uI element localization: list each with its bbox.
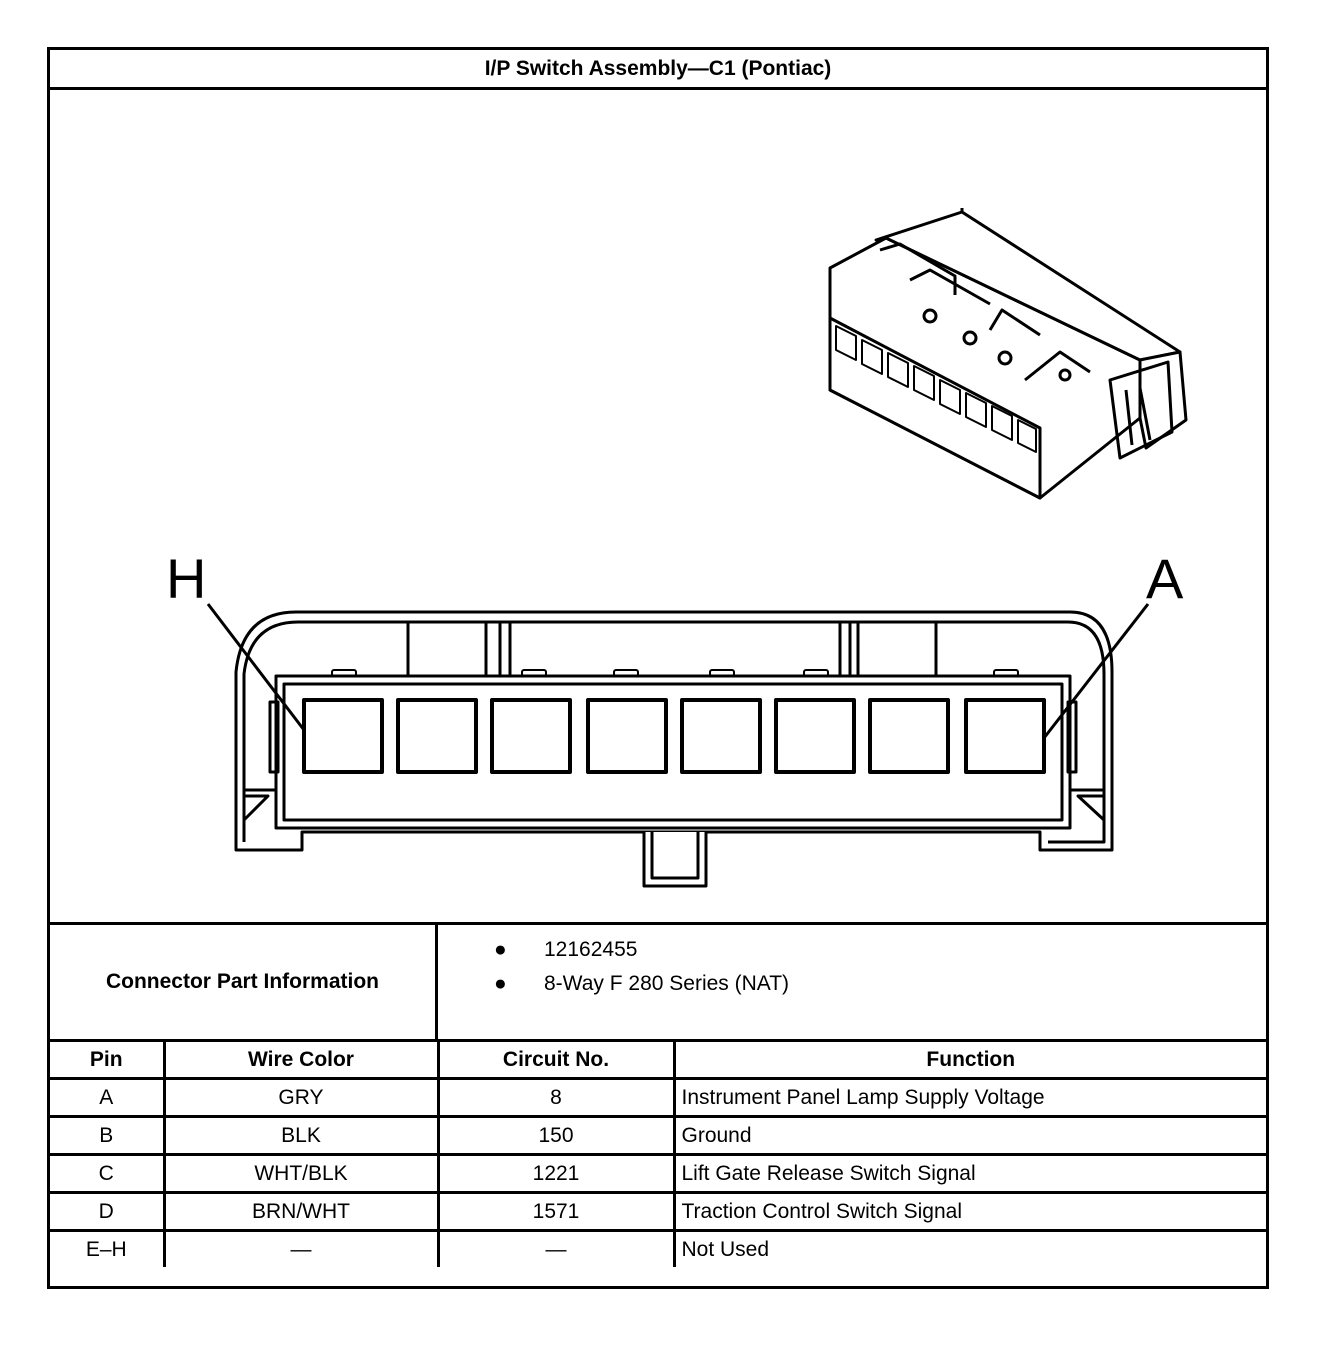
- cell-function: Lift Gate Release Switch Signal: [674, 1155, 1266, 1193]
- table-header-row: [50, 1042, 1266, 1079]
- cell-circuit: 1221: [438, 1155, 674, 1193]
- part-series-item: ● 8-Way F 280 Series (NAT): [438, 967, 789, 1001]
- cell-circuit: 1571: [438, 1193, 674, 1231]
- connector-sheet: [47, 47, 1269, 1289]
- cell-pin: A: [50, 1079, 164, 1117]
- header-pin: Pin: [50, 1042, 164, 1079]
- table-row: [50, 1117, 1266, 1155]
- header-wire-color: Wire Color: [164, 1042, 438, 1079]
- cell-wire-color: —: [164, 1231, 438, 1268]
- cell-pin: E–H: [50, 1231, 164, 1268]
- cell-circuit: 8: [438, 1079, 674, 1117]
- cell-circuit: 150: [438, 1117, 674, 1155]
- table-row: [50, 1155, 1266, 1193]
- connector-drawing: [50, 90, 1266, 922]
- connector-3d-view: [830, 208, 1186, 498]
- cell-function: Instrument Panel Lamp Supply Voltage: [674, 1079, 1266, 1117]
- cell-function: Ground: [674, 1117, 1266, 1155]
- bullet-icon: ●: [494, 972, 507, 995]
- cell-wire-color: WHT/BLK: [164, 1155, 438, 1193]
- cell-circuit: —: [438, 1231, 674, 1268]
- header-circuit: Circuit No.: [438, 1042, 674, 1079]
- header-function: Function: [674, 1042, 1266, 1079]
- connector-part-list: [438, 933, 789, 1001]
- table-row: [50, 1193, 1266, 1231]
- connector-part-info: [50, 922, 1266, 1042]
- part-number-item: ● 12162455: [438, 933, 789, 967]
- connector-front-view: [208, 604, 1148, 886]
- cell-wire-color: BLK: [164, 1117, 438, 1155]
- cell-function: Not Used: [674, 1231, 1266, 1268]
- bullet-icon: ●: [494, 938, 507, 961]
- cell-pin: D: [50, 1193, 164, 1231]
- pin-a-label: A: [1146, 547, 1184, 610]
- cell-wire-color: BRN/WHT: [164, 1193, 438, 1231]
- cell-pin: B: [50, 1117, 164, 1155]
- table-row: [50, 1231, 1266, 1268]
- connector-part-info-label: Connector Part Information: [50, 925, 438, 1039]
- table-row: [50, 1079, 1266, 1117]
- connector-figure: [50, 90, 1266, 922]
- pinout-table: [50, 1042, 1266, 1267]
- cell-wire-color: GRY: [164, 1079, 438, 1117]
- cell-pin: C: [50, 1155, 164, 1193]
- cell-function: Traction Control Switch Signal: [674, 1193, 1266, 1231]
- page-title: I/P Switch Assembly—C1 (Pontiac): [50, 50, 1266, 90]
- pin-h-label: H: [166, 547, 207, 610]
